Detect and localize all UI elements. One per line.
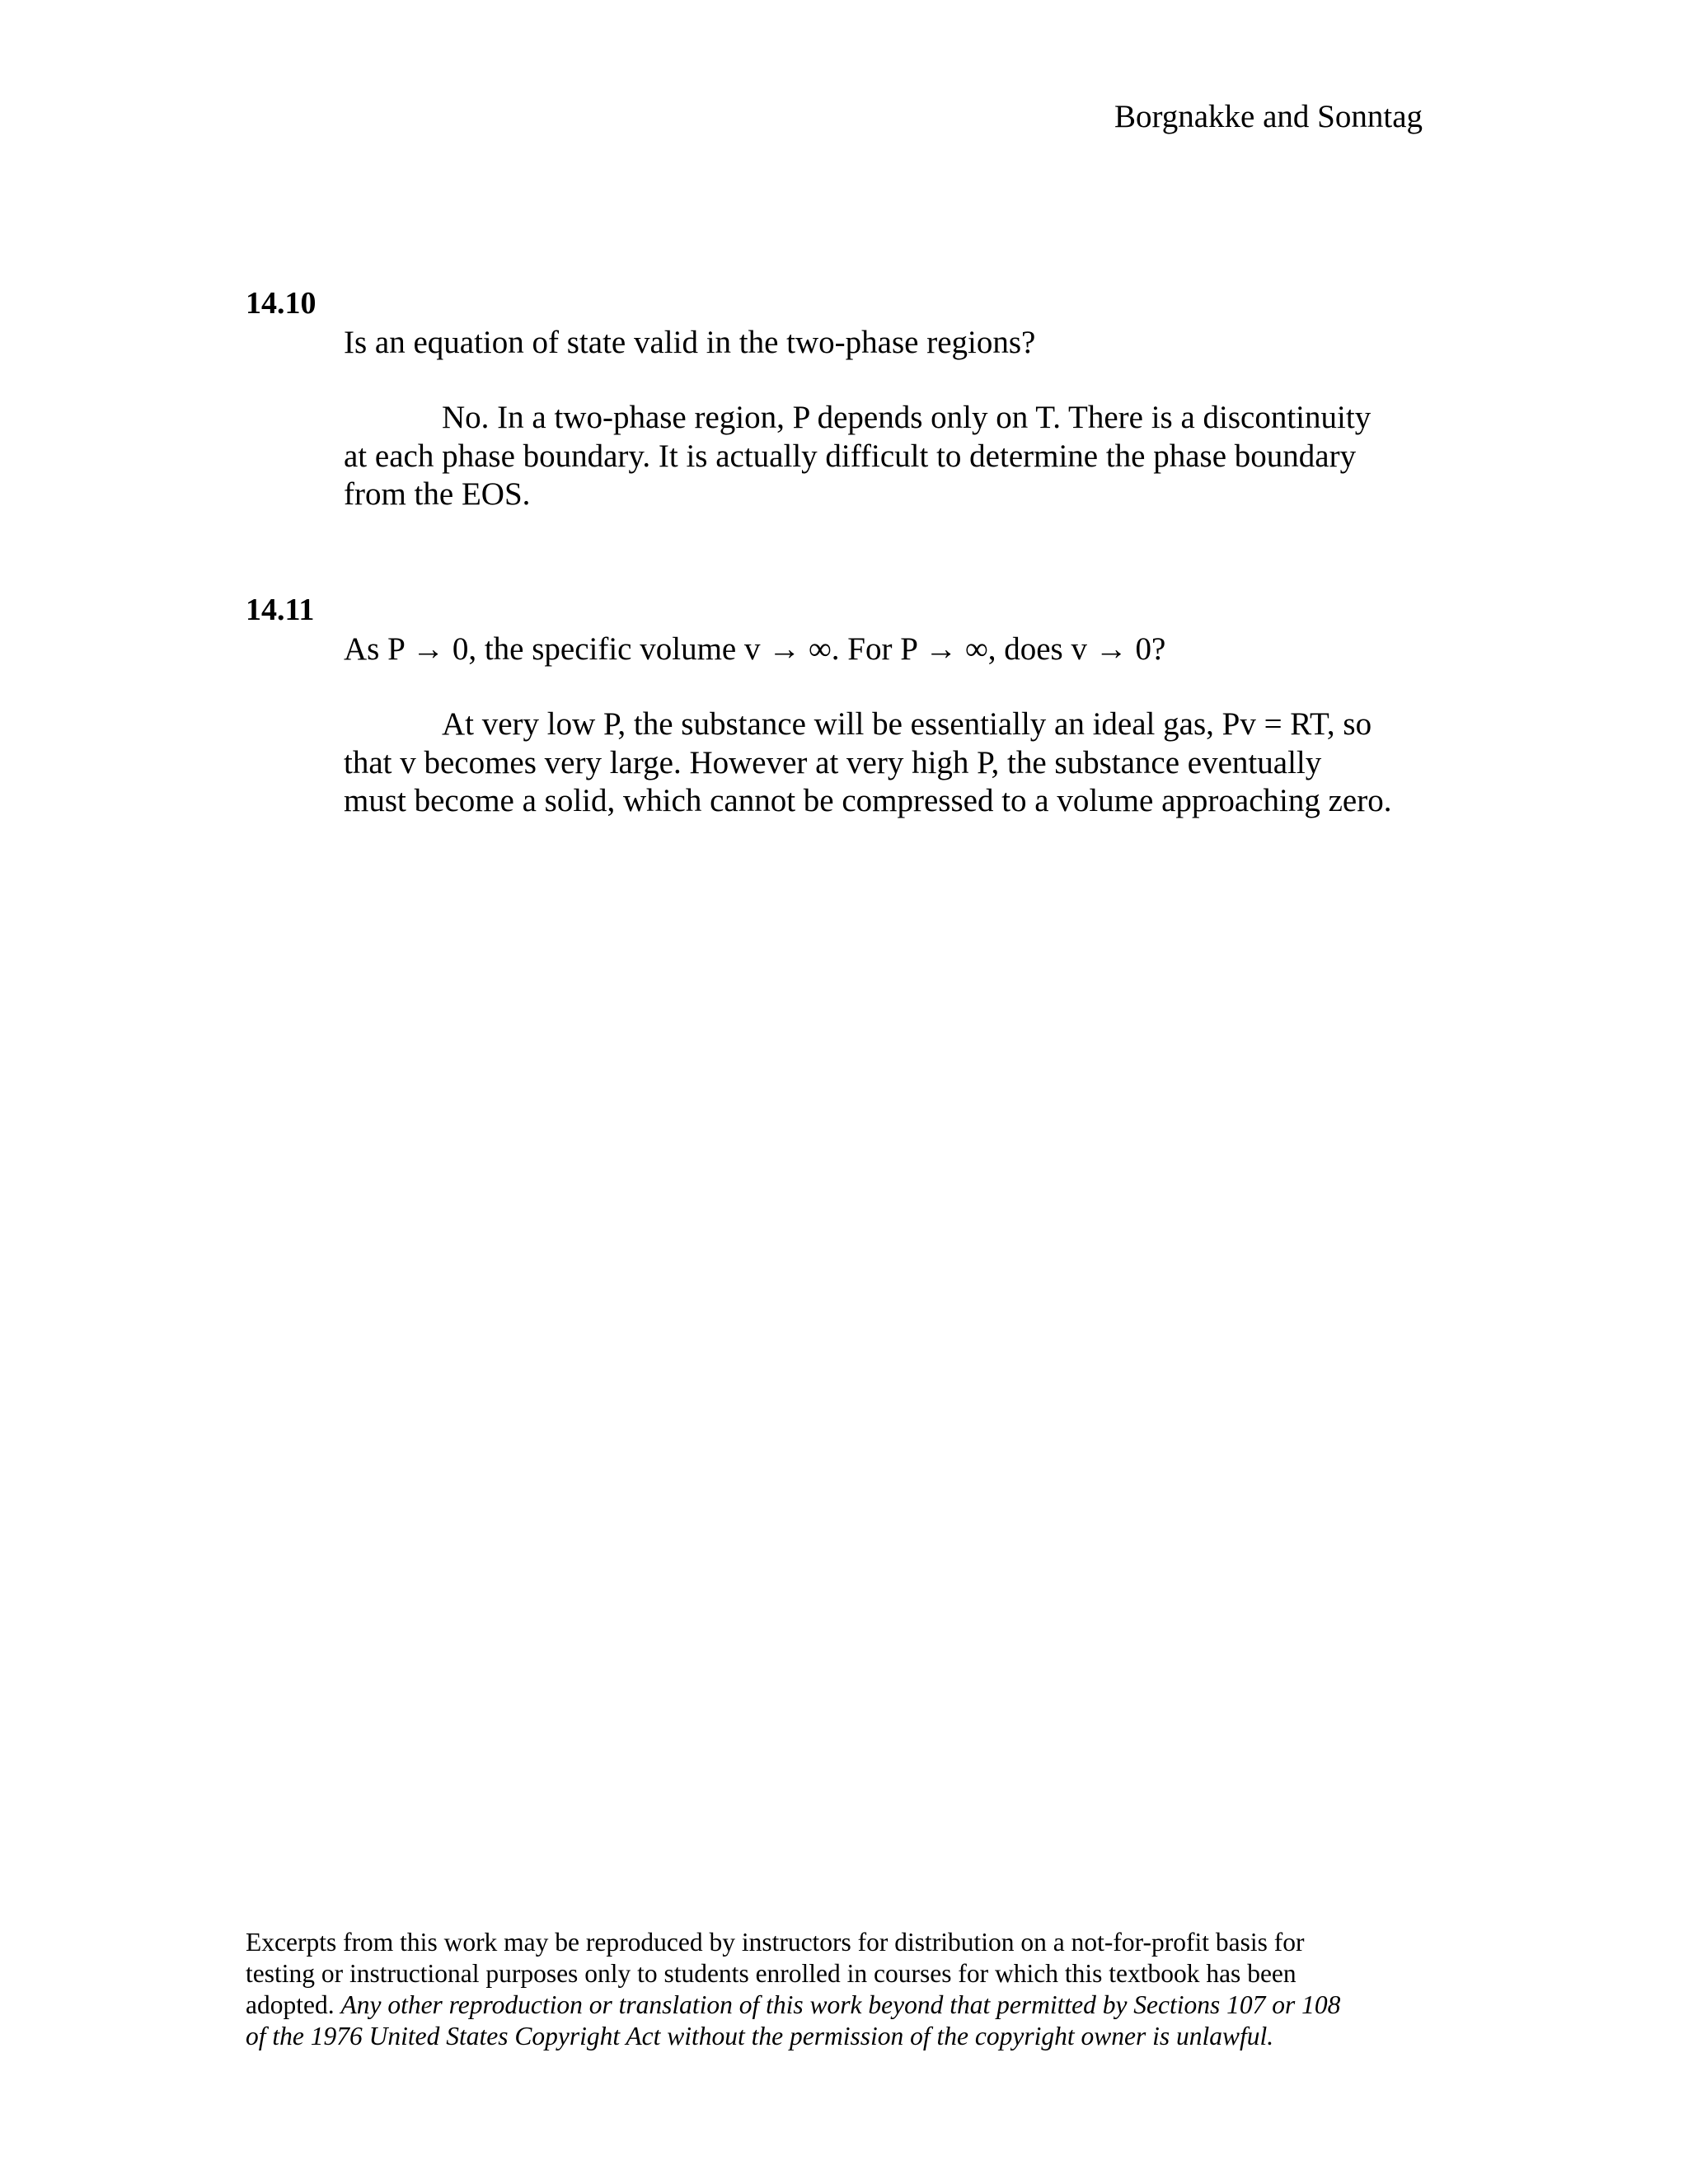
problem-answer-14-11 (344, 705, 1432, 821)
footer-line (246, 1990, 1449, 2021)
problem-question-14-10: Is an equation of state valid in the two-phase regions? (344, 325, 1036, 360)
problem-number-14-11: 14.11 (246, 593, 315, 627)
answer-line: must become a solid, which cannot be compressed to a volume approaching zero. (344, 783, 1392, 818)
footer-line (246, 2021, 1449, 2052)
footer-line: Excerpts from this work may be reproduced by instructors for distribution on a not-for-profit basis for (246, 1928, 1305, 1957)
footer-italic-text: Any other reproduction or translation of this work beyond that permitted by Sections 107 or 108 (340, 1990, 1341, 2019)
page-header-authors: Borgnakke and Sonntag (1114, 99, 1423, 134)
footer-plain-text: adopted. (246, 1990, 341, 2019)
footer-line: testing or instructional purposes only to students enrolled in courses for which this textbook has been (246, 1959, 1296, 1988)
answer-line: At very low P, the substance will be essentially an ideal gas, Pv = RT, so (442, 706, 1372, 742)
problem-question-14-11: As P → 0, the specific volume v → ∞. For P → ∞, does v → 0? (344, 631, 1166, 667)
answer-line: from the EOS. (344, 476, 531, 512)
answer-line: No. In a two-phase region, P depends only on T. There is a discontinuity (442, 400, 1372, 435)
answer-line: at each phase boundary. It is actually difficult to determine the phase boundary (344, 438, 1357, 474)
footer-italic-text: of the 1976 United States Copyright Act without the permission of the copyright owner is unlawful. (246, 2022, 1274, 2050)
copyright-footer (246, 1927, 1449, 2052)
problem-number-14-10: 14.10 (246, 286, 316, 321)
problem-answer-14-10 (344, 399, 1432, 514)
answer-line: that v becomes very large. However at very high P, the substance eventually (344, 744, 1322, 780)
